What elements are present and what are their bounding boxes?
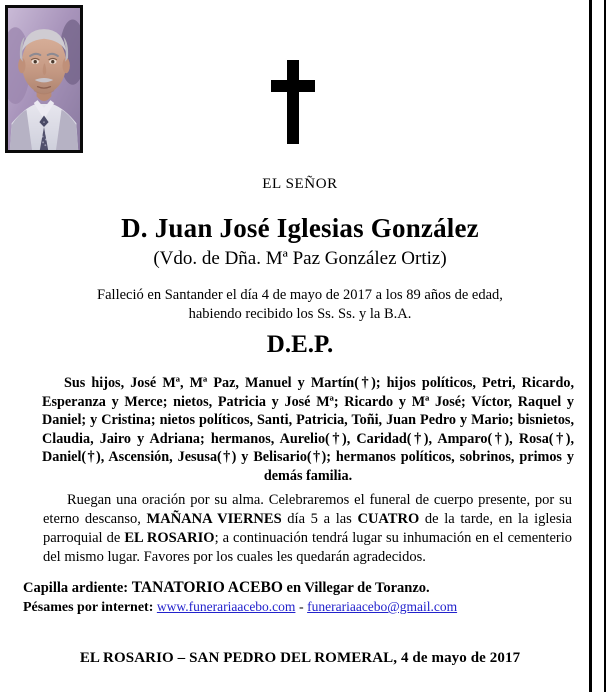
chapel-line (18, 578, 582, 598)
funeral-time-emphasis: CUATRO (357, 510, 420, 527)
place-and-date: EL ROSARIO – SAN PEDRO DEL ROMERAL, 4 de mayo de 2017 (79, 650, 521, 666)
death-notice-line-1: Falleció en Santander el día 4 de mayo de 2017 a los 89 años de edad, (97, 287, 503, 303)
condolences-line (18, 598, 582, 617)
chapel-venue: TANATORIO ACEBO (131, 579, 283, 596)
funeral-home-email-link[interactable]: funerariaacebo@gmail.com (307, 599, 458, 614)
funeral-details (18, 491, 582, 566)
condolences-label: Pésames por internet: (23, 600, 157, 615)
death-notice (18, 286, 582, 324)
latin-cross-icon (0, 60, 586, 144)
condolences-separator: - (295, 600, 308, 615)
deceased-name: D. Juan José Iglesias González (121, 213, 479, 243)
chapel-label: Capilla ardiente: (23, 580, 132, 596)
funeral-day-emphasis: MAÑANA VIERNES (146, 510, 282, 527)
funeral-details-part-2: día 5 a las (281, 510, 358, 527)
honorific-label: EL SEÑOR (262, 176, 338, 192)
funeral-details-part-1: Ruegan una oración por su alma. Celebraremos el funeral de cuerpo presente, por su eterno descanso, (43, 492, 572, 527)
rest-in-peace-label: D.E.P. (266, 331, 334, 358)
funeral-details-part-4: ; a continuación tendrá lugar su inhumación en el cementerio del mismo lugar. Favores por los cuales les quedarán agradecidos. (43, 529, 572, 565)
family-list: Sus hijos, José Mª, Mª Paz, Manuel y Martín(†); hijos políticos, Petri, Ricardo, Esperanza y Merce; nietos, Patricia y José Mª; Ricardo y Mª José; Víctor, Raquel y Daniel; y Cristina; nietos políticos, Santi, Patricia, Toñi, Juan Pedro y Mario; bisnietos, Claudia, Jairo y Adriana; hermanos, Aurelio(†), Caridad(†), Amparo(†), Rosa(†), Daniel(†), Ascensión, Jesusa(†) y Belisario(†); hermanos políticos, sobrinos, primos y demás familia. (42, 375, 574, 484)
funeral-details-part-3: de la tarde, en la iglesia parroquial de (43, 510, 572, 546)
funeral-church-emphasis: EL ROSARIO (124, 529, 215, 546)
funeral-home-website-link[interactable]: www.funerariaacebo.com (156, 599, 296, 614)
death-notice-line-2: habiendo recibido los Ss. Ss. y la B.A. (188, 305, 412, 322)
spouse-line: (Vdo. de Dña. Mª Paz González Ortiz) (153, 248, 447, 269)
chapel-location: en Villegar de Toranzo. (282, 580, 430, 596)
page-border-right-inner (589, 0, 592, 692)
